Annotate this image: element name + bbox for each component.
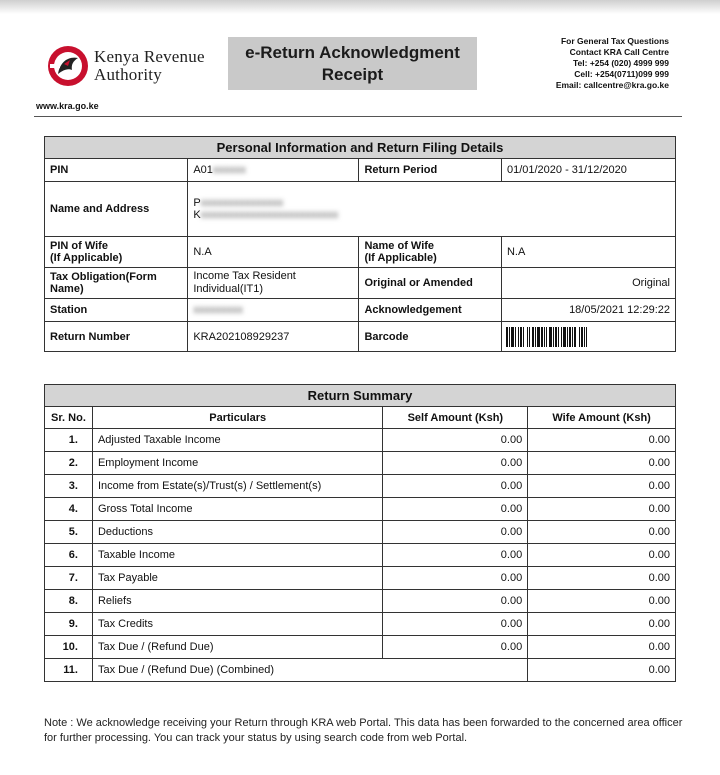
barcode-bar bbox=[581, 327, 583, 347]
barcode-bar bbox=[509, 327, 510, 347]
barcode-image bbox=[502, 324, 675, 350]
barcode-bar bbox=[541, 327, 543, 347]
name-of-wife-value: N.A bbox=[501, 237, 675, 268]
barcode-bar bbox=[567, 327, 568, 347]
personal-section-title: Personal Information and Return Filing Details bbox=[45, 137, 676, 159]
page-top-shadow bbox=[0, 0, 720, 14]
row-number: 2. bbox=[45, 452, 93, 475]
row-number: 4. bbox=[45, 498, 93, 521]
contact-block bbox=[556, 36, 669, 91]
organisation-name bbox=[94, 48, 205, 83]
contact-phone: Tel: +254 (020) 4999 999 bbox=[572, 58, 669, 68]
contact-line: Contact KRA Call Centre bbox=[569, 47, 669, 57]
row-number: 8. bbox=[45, 590, 93, 613]
column-header-self-amount: Self Amount (Ksh) bbox=[383, 407, 528, 429]
summary-section-title: Return Summary bbox=[45, 385, 676, 407]
column-header-particulars: Particulars bbox=[92, 407, 383, 429]
tax-obligation-label: Tax Obligation(Form Name) bbox=[45, 268, 188, 299]
footer-note: Note : We acknowledge receiving your Return through KRA web Portal. This data has been forwarded to the concerned area officer for further processing. You can track your status by using search code from web Portal. bbox=[44, 717, 683, 744]
row-particular: Taxable Income bbox=[92, 544, 383, 567]
row-particular: Tax Payable bbox=[92, 567, 383, 590]
barcode-bar bbox=[563, 327, 566, 347]
table-row bbox=[45, 613, 676, 636]
org-name-line1: Kenya Revenue bbox=[94, 47, 205, 66]
row-wife-amount: 0.00 bbox=[528, 636, 676, 659]
return-period-label: Return Period bbox=[359, 159, 502, 182]
title-line1: e-Return Acknowledgment bbox=[245, 43, 460, 62]
station-label: Station bbox=[45, 299, 188, 322]
kra-lion-logo-icon bbox=[46, 44, 90, 88]
table-row bbox=[45, 544, 676, 567]
row-particular: Adjusted Taxable Income bbox=[92, 429, 383, 452]
contact-email[interactable]: Email: callcentre@kra.go.ke bbox=[555, 80, 669, 90]
barcode-cell bbox=[501, 322, 675, 352]
barcode-label: Barcode bbox=[359, 322, 502, 352]
barcode-bar bbox=[529, 327, 530, 347]
return-period-value: 01/01/2020 - 31/12/2020 bbox=[501, 159, 675, 182]
table-row bbox=[45, 429, 676, 452]
row-wife-amount: 0.00 bbox=[528, 452, 676, 475]
table-row bbox=[45, 498, 676, 521]
row-particular: Income from Estate(s)/Trust(s) / Settlement(s) bbox=[92, 475, 383, 498]
barcode-bar bbox=[584, 327, 585, 347]
contact-line: For General Tax Questions bbox=[560, 36, 669, 46]
barcode-bar bbox=[532, 327, 534, 347]
row-number: 3. bbox=[45, 475, 93, 498]
tax-obligation-value: Income Tax Resident Individual(IT1) bbox=[188, 268, 359, 299]
barcode-bar bbox=[569, 327, 571, 347]
barcode-bar bbox=[523, 327, 524, 347]
table-row bbox=[45, 590, 676, 613]
barcode-bar bbox=[535, 327, 536, 347]
barcode-bar bbox=[537, 327, 540, 347]
acknowledgement-label: Acknowledgement bbox=[359, 299, 502, 322]
acknowledgement-value: 18/05/2021 12:29:22 bbox=[501, 299, 675, 322]
return-number-label: Return Number bbox=[45, 322, 188, 352]
website-link[interactable]: www.kra.go.ke bbox=[36, 101, 99, 111]
row-number: 10. bbox=[45, 636, 93, 659]
row-particular: Tax Due / (Refund Due) bbox=[92, 636, 383, 659]
row-self-amount: 0.00 bbox=[383, 544, 528, 567]
barcode-bar bbox=[586, 327, 587, 347]
contact-cell: Cell: +254(0711)099 999 bbox=[574, 69, 669, 79]
combined-row-number: 11. bbox=[45, 659, 93, 682]
row-self-amount: 0.00 bbox=[383, 498, 528, 521]
return-summary-table bbox=[44, 384, 676, 682]
row-wife-amount: 0.00 bbox=[528, 613, 676, 636]
combined-row-particular: Tax Due / (Refund Due) (Combined) bbox=[92, 659, 527, 682]
barcode-bar bbox=[572, 327, 573, 347]
name-of-wife-label: Name of Wife (If Applicable) bbox=[359, 237, 502, 268]
row-number: 5. bbox=[45, 521, 93, 544]
combined-row-value: 0.00 bbox=[528, 659, 676, 682]
barcode-bar bbox=[549, 327, 552, 347]
table-row bbox=[45, 567, 676, 590]
original-amended-value: Original bbox=[501, 268, 675, 299]
barcode-bar bbox=[515, 327, 516, 347]
table-row bbox=[45, 475, 676, 498]
row-particular: Tax Credits bbox=[92, 613, 383, 636]
row-wife-amount: 0.00 bbox=[528, 590, 676, 613]
name-address-label: Name and Address bbox=[45, 182, 188, 237]
row-wife-amount: 0.00 bbox=[528, 429, 676, 452]
row-self-amount: 0.00 bbox=[383, 475, 528, 498]
barcode-bar bbox=[561, 327, 562, 347]
table-row bbox=[45, 521, 676, 544]
row-particular: Deductions bbox=[92, 521, 383, 544]
row-self-amount: 0.00 bbox=[383, 613, 528, 636]
pin-label: PIN bbox=[45, 159, 188, 182]
row-self-amount: 0.00 bbox=[383, 452, 528, 475]
row-self-amount: 0.00 bbox=[383, 521, 528, 544]
barcode-bar bbox=[553, 327, 554, 347]
row-number: 7. bbox=[45, 567, 93, 590]
row-wife-amount: 0.00 bbox=[528, 498, 676, 521]
row-self-amount: 0.00 bbox=[383, 590, 528, 613]
header-divider bbox=[34, 116, 682, 117]
row-particular: Reliefs bbox=[92, 590, 383, 613]
personal-info-table bbox=[44, 136, 676, 352]
title-line2: Receipt bbox=[321, 65, 384, 84]
document-title bbox=[228, 37, 477, 90]
row-wife-amount: 0.00 bbox=[528, 521, 676, 544]
row-wife-amount: 0.00 bbox=[528, 544, 676, 567]
row-self-amount: 0.00 bbox=[383, 567, 528, 590]
org-name-line2: Authority bbox=[94, 65, 162, 84]
return-number-value: KRA202108929237 bbox=[188, 322, 359, 352]
row-wife-amount: 0.00 bbox=[528, 475, 676, 498]
barcode-bar bbox=[558, 327, 559, 347]
row-particular: Employment Income bbox=[92, 452, 383, 475]
row-self-amount: 0.00 bbox=[383, 636, 528, 659]
column-header-wife-amount: Wife Amount (Ksh) bbox=[528, 407, 676, 429]
barcode-bar bbox=[574, 327, 576, 347]
barcode-bar bbox=[520, 327, 522, 347]
row-particular: Gross Total Income bbox=[92, 498, 383, 521]
barcode-bar bbox=[546, 327, 547, 347]
row-number: 1. bbox=[45, 429, 93, 452]
row-number: 6. bbox=[45, 544, 93, 567]
barcode-bar bbox=[511, 327, 514, 347]
barcode-bar bbox=[555, 327, 557, 347]
barcode-bar bbox=[544, 327, 545, 347]
barcode-bar bbox=[506, 327, 508, 347]
pin-of-wife-label: PIN of Wife (If Applicable) bbox=[45, 237, 188, 268]
station-value: xxxxxxxxx bbox=[188, 299, 359, 322]
original-amended-label: Original or Amended bbox=[359, 268, 502, 299]
row-self-amount: 0.00 bbox=[383, 429, 528, 452]
barcode-bar bbox=[518, 327, 519, 347]
pin-of-wife-value: N.A bbox=[188, 237, 359, 268]
table-row bbox=[45, 636, 676, 659]
column-header-sr-no: Sr. No. bbox=[45, 407, 93, 429]
barcode-bar bbox=[579, 327, 580, 347]
row-wife-amount: 0.00 bbox=[528, 567, 676, 590]
pin-value: A01xxxxxx bbox=[188, 159, 359, 182]
name-address-value: Pxxxxxxxxxxxxxxx Kxxxxxxxxxxxxxxxxxxxxxxxxx bbox=[188, 182, 676, 237]
barcode-bar bbox=[527, 327, 528, 347]
table-row bbox=[45, 452, 676, 475]
row-number: 9. bbox=[45, 613, 93, 636]
